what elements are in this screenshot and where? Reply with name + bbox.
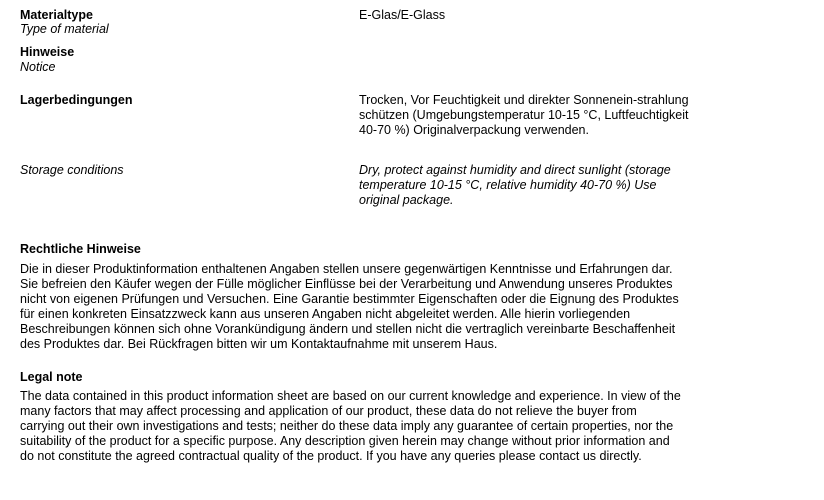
storage-value-en-line: temperature 10-15 °C, relative humidity 40-70 %) Use <box>359 178 657 192</box>
storage-value-de-line: schützen (Umgebungstemperatur 10-15 °C, Luftfeuchtigkeit <box>359 108 689 122</box>
legal-en-line: suitability of the product for a specific purpose. Any description given herein may change without prior information and <box>20 434 670 448</box>
storage-value-en <box>359 163 671 208</box>
legal-de-line: Sie befreien den Käufer wegen der Fülle möglicher Einflüsse bei der Verarbeitung und Anwendung unseres Produktes <box>20 277 673 291</box>
legal-de-line: nicht von eigenen Prüfungen und Versuchen. Eine Garantie bestimmter Eigenschaften oder die Eignung des Produktes <box>20 292 679 306</box>
legal-de-line: des Produktes dar. Bei Rückfragen bitten wir um Kontaktaufnahme mit unserem Haus. <box>20 337 498 351</box>
notice-label-de: Hinweise <box>20 45 75 59</box>
legal-de-line: für einen konkreten Einsatzzweck kann aus unseren Angaben nicht abgeleitet werden. Alle hierin vorliegenden <box>20 307 631 321</box>
legal-en-line: The data contained in this product information sheet are based on our current knowledge and experience. In view of the <box>20 389 681 403</box>
storage-value-de <box>359 93 689 138</box>
storage-label-de: Lagerbedingungen <box>20 93 133 107</box>
legal-de-text <box>20 262 679 352</box>
storage-label-en: Storage conditions <box>20 163 124 177</box>
legal-en-line: carrying out their own investigations and tests; neither do these data imply any guarantee of certain properties, nor the <box>20 419 674 433</box>
legal-en-line: do not constitute the agreed contractual quality of the product. If you have any queries please contact us directly. <box>20 449 642 463</box>
storage-value-de-line: Trocken, Vor Feuchtigkeit und direkter Sonnenein-strahlung <box>359 93 689 107</box>
legal-de-heading: Rechtliche Hinweise <box>20 242 141 256</box>
legal-de-line: Beschreibungen können sich ohne Vorankündigung ändern und stellen nicht die vertraglich vereinbarte Beschaffenheit <box>20 322 676 336</box>
notice-label-en: Notice <box>20 60 56 74</box>
material-label-en: Type of material <box>20 22 109 36</box>
material-value: E-Glas/E-Glass <box>359 8 446 22</box>
legal-en-text <box>20 389 681 464</box>
material-label-de: Materialtype <box>20 8 93 22</box>
legal-en-line: many factors that may affect processing and application of our product, these data do not relieve the buyer from <box>20 404 637 418</box>
storage-value-de-line: 40-70 %) Originalverpackung verwenden. <box>359 123 589 137</box>
legal-de-line: Die in dieser Produktinformation enthaltenen Angaben stellen unsere gegenwärtigen Kenntnisse und Erfahrungen dar. <box>20 262 673 276</box>
storage-value-en-line: Dry, protect against humidity and direct sunlight (storage <box>359 163 671 177</box>
storage-value-en-line: original package. <box>359 193 454 207</box>
legal-en-heading: Legal note <box>20 370 83 384</box>
